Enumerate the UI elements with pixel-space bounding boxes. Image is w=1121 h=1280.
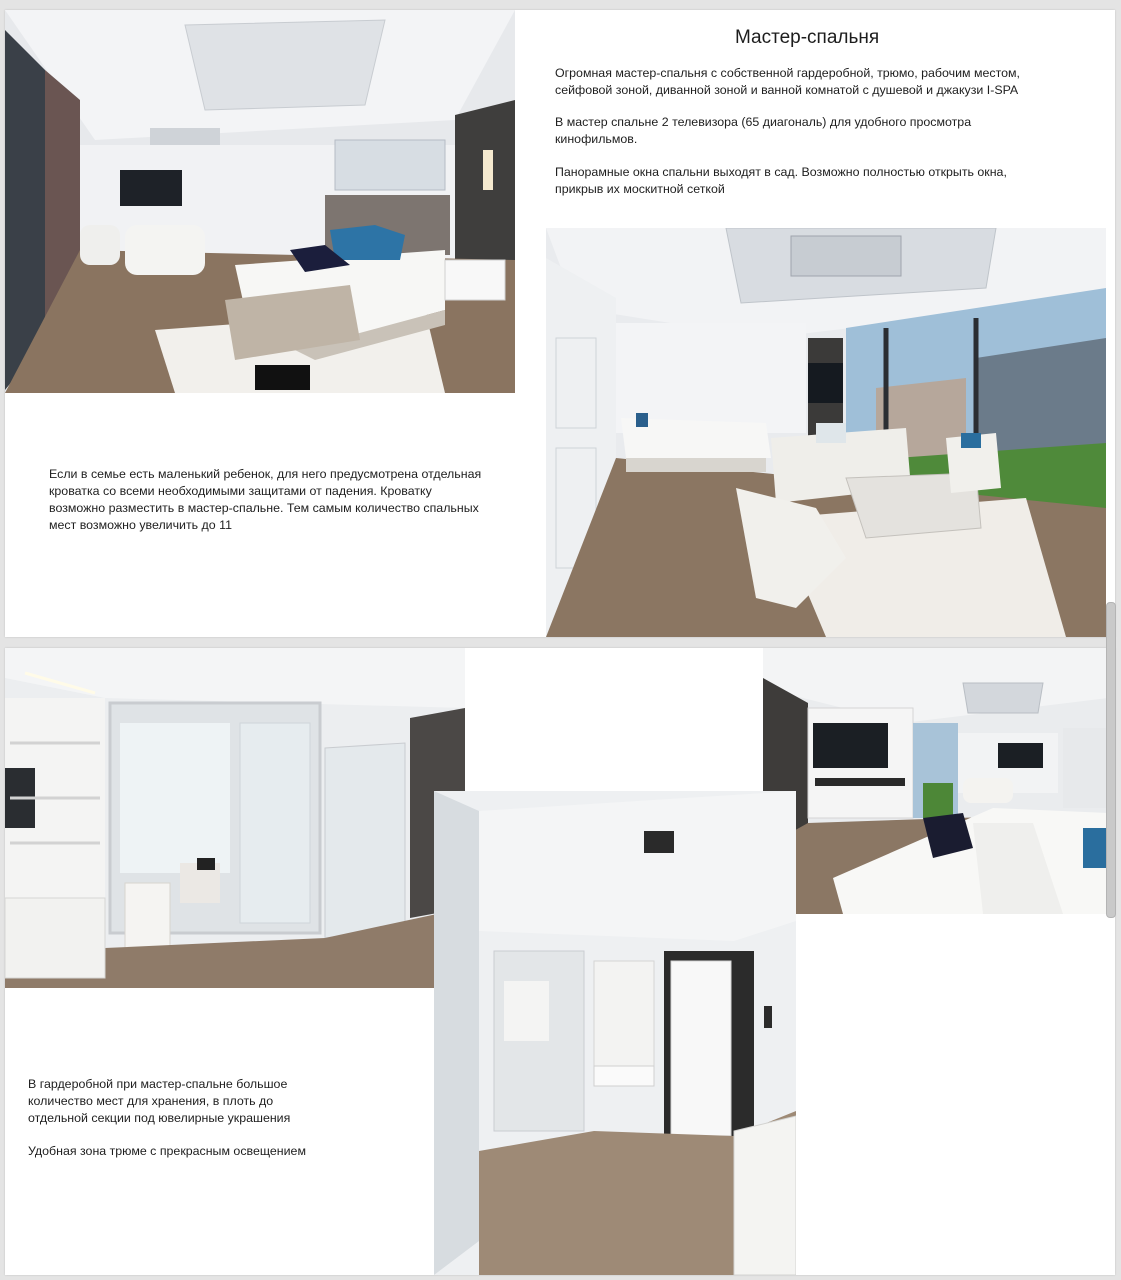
wardrobe-line: В гардеробной при мастер-спальне большое <box>28 1077 288 1091</box>
viewer-scrollbar[interactable] <box>1106 602 1116 918</box>
tv-line: В мастер спальне 2 телевизора (65 диагональ) для удобного просмотра <box>555 115 972 129</box>
intro-paragraph <box>555 65 1020 99</box>
intro-line: сейфовой зоной, диванной зоной и ванной комнатой с душевой и джакузи I-SPA <box>555 83 1019 97</box>
vanity-paragraph <box>28 1143 306 1160</box>
wardrobe-line: отдельной секции под ювелирные украшения <box>28 1111 291 1125</box>
wardrobe-line: количество мест для хранения, в плоть до <box>28 1094 274 1108</box>
crib-line: возможно разместить в мастер-спальне. Тем самым количество спальных <box>49 501 479 515</box>
windows-paragraph <box>555 164 1007 198</box>
tv-paragraph <box>555 114 971 148</box>
wardrobe-paragraph <box>28 1076 290 1127</box>
page-1 <box>5 10 1115 637</box>
photo-wardrobe <box>5 648 465 988</box>
photo-bedroom-sofa <box>546 228 1106 637</box>
photo-bedroom-bed <box>5 10 515 393</box>
page-2 <box>5 648 1115 1275</box>
crib-line: кроватка со всеми необходимыми защитами от падения. Кроватку <box>49 484 432 498</box>
crib-paragraph <box>49 466 481 534</box>
crib-line: Если в семье есть маленький ребенок, для него предусмотрена отдельная <box>49 467 482 481</box>
windows-line: Панорамные окна спальни выходят в сад. Возможно полностью открыть окна, <box>555 165 1007 179</box>
page-title: Мастер-спальня <box>735 27 880 48</box>
crib-line: мест возможно увеличить до 11 <box>49 518 232 532</box>
tv-line: кинофильмов. <box>555 132 638 146</box>
photo-bedroom-tv <box>763 648 1108 914</box>
intro-line: Огромная мастер-спальня с собственной гардеробной, трюмо, рабочим местом, <box>555 66 1020 80</box>
photo-vanity <box>434 791 796 1275</box>
vanity-line: Удобная зона трюме с прекрасным освещением <box>28 1144 306 1158</box>
windows-line: прикрыв их москитной сеткой <box>555 182 725 196</box>
